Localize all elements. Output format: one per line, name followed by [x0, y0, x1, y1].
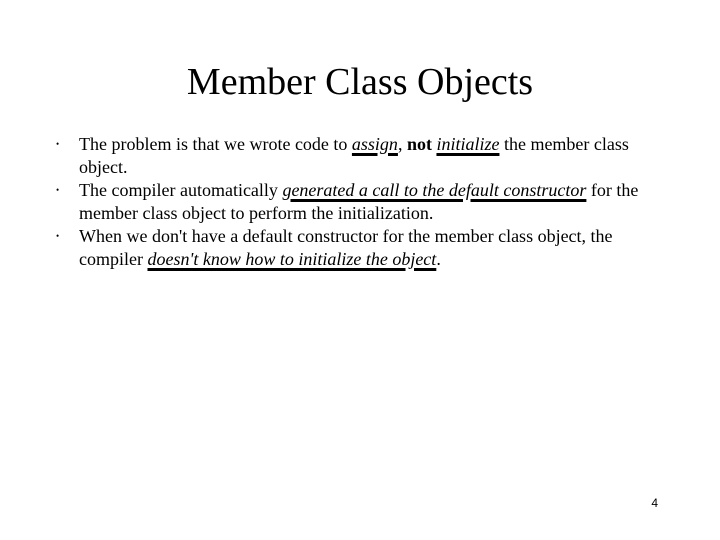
underlined-term-assign: assign — [351, 134, 398, 154]
bullet-text: the member class object. — [79, 134, 629, 177]
slide-title: Member Class Objects — [186, 61, 534, 103]
bullet-item-3 — [0, 225, 720, 271]
bullet-text: for the member class object to perform the initialization. — [79, 180, 639, 223]
underlined-phrase-doesnt-know: doesn't know how to initialize the object — [147, 249, 437, 269]
bullet-text: The problem is that we wrote code to — [79, 134, 352, 154]
bullet-list — [0, 133, 720, 271]
underlined-term-initialize: initialize — [436, 134, 500, 154]
bullet-text: When we don't have a default constructor for the member class object, the compiler — [79, 226, 613, 269]
bullet-text: . — [436, 249, 441, 269]
bullet-marker: • — [56, 139, 60, 149]
bullet-marker: • — [56, 231, 60, 241]
bullet-item-2 — [0, 179, 720, 225]
page-number: 4 — [651, 496, 658, 510]
bold-term-not: not — [406, 134, 432, 154]
underlined-phrase-default-constructor-call: generated a call to the default constructor — [282, 180, 587, 200]
bullet-item-1 — [0, 133, 720, 179]
bullet-text: The compiler automatically — [79, 180, 283, 200]
bullet-marker: • — [56, 185, 60, 195]
bullet-text: , — [397, 134, 407, 154]
